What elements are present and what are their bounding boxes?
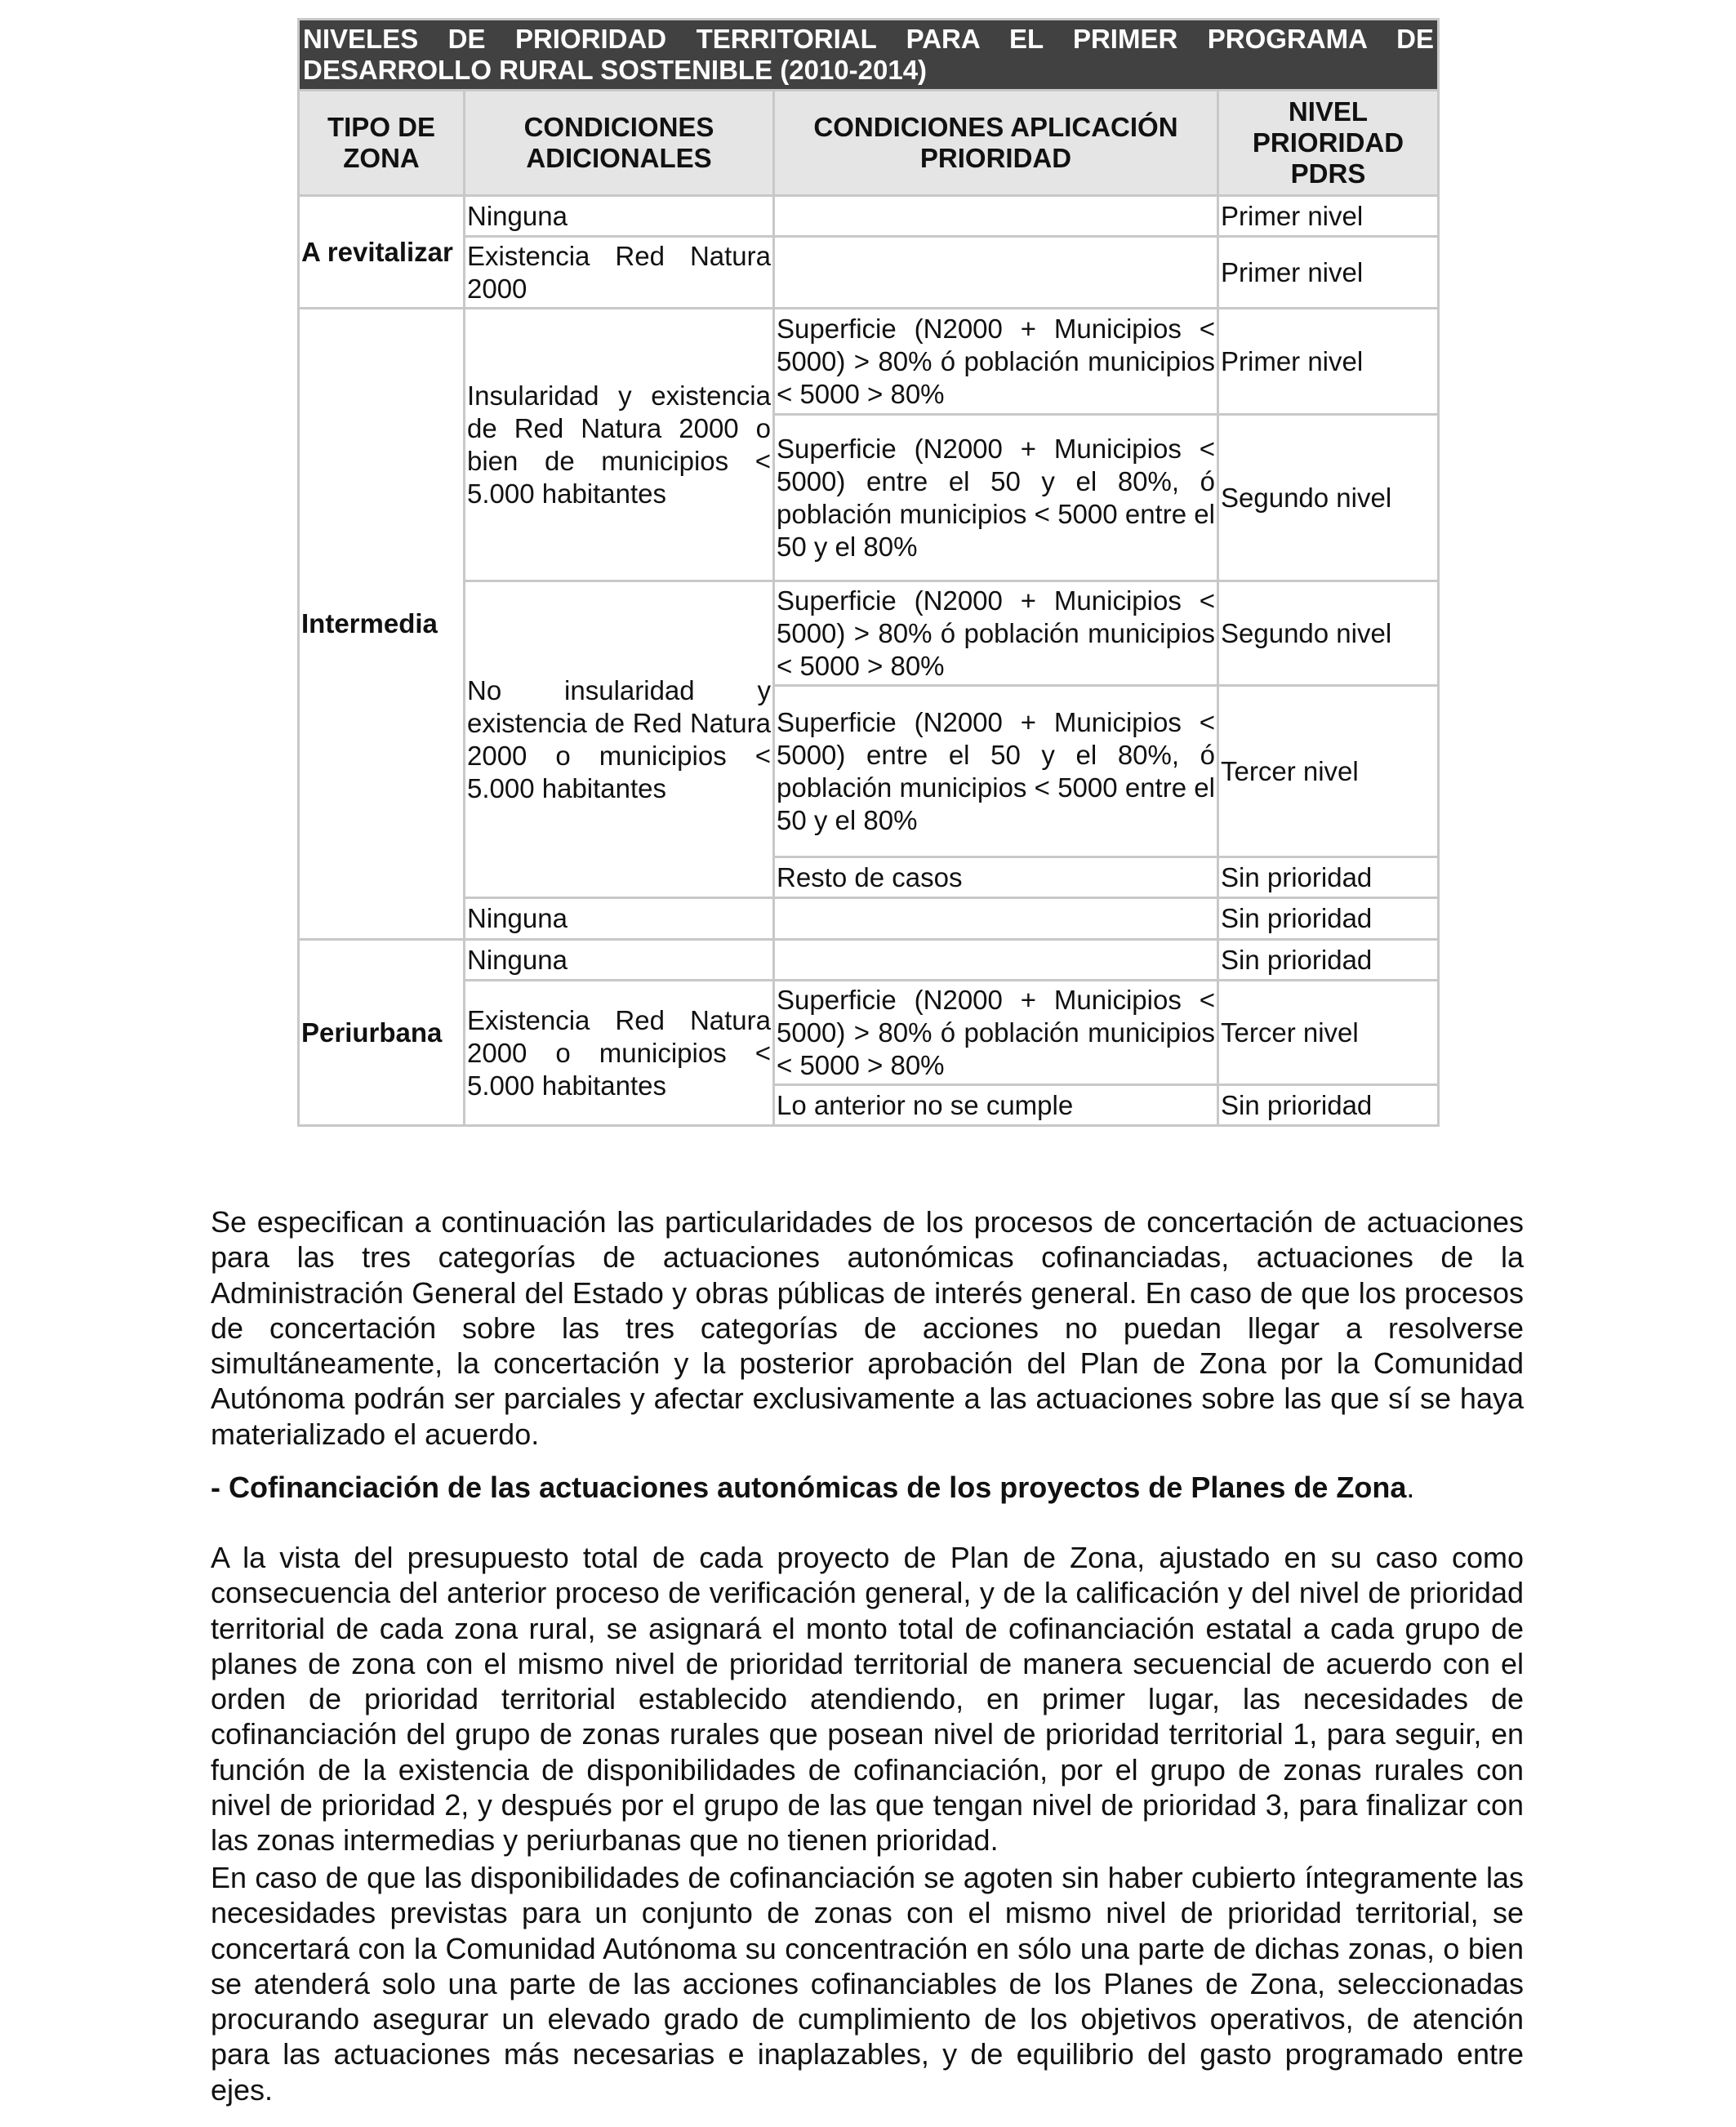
level-cell: Tercer nivel [1218, 981, 1439, 1085]
application-cell: Superficie (N2000 + Municipios < 5000) entre el 50 y el 80%, ó población municipios < 5000 entre el 50 y el 80% [774, 415, 1218, 581]
table-title: NIVELES DE PRIORIDAD TERRITORIAL PARA EL PRIMER PROGRAMA DE DESARROLLO RURAL SOSTENIBLE (2010-2014) [299, 20, 1439, 91]
level-cell: Primer nivel [1218, 237, 1439, 309]
body-paragraph-2 [211, 1540, 1524, 1858]
level-cell: Segundo nivel [1218, 581, 1439, 686]
zone-revitalizar: A revitalizar [299, 196, 465, 309]
condition-cell: Existencia Red Natura 2000 o municipios < 5.000 habitantes [465, 981, 774, 1126]
level-cell: Sin prioridad [1218, 940, 1439, 981]
header-additional-conditions: CONDICIONES ADICIONALES [465, 91, 774, 196]
condition-cell: Ninguna [465, 196, 774, 237]
paragraph-text: Se especifican a continuación las particularidades de los procesos de concertación de actuaciones para las tres categorías de actuaciones autonómicas cofinanciadas, actuaciones de la Administración General del Estado y obras públicas de interés general. En caso de que los procesos de concertación sobre las tres categorías de acciones no puedan llegar a resolverse simultáneamente, la concertación y la posterior aprobación del Plan de Zona por la Comunidad Autónoma podrán ser parciales y afectar exclusivamente a las actuaciones sobre las que sí se haya materializado el acuerdo. [211, 1205, 1524, 1451]
body-paragraph-1 [211, 1204, 1524, 1452]
header-priority-level: NIVEL PRIORIDAD PDRS [1218, 91, 1439, 196]
heading-text: - Cofinanciación de las actuaciones autonómicas de los proyectos de Planes de Zona [211, 1471, 1407, 1504]
paragraph-text: En caso de que las disponibilidades de cofinanciación se agoten sin haber cubierto íntegramente las necesidades previstas para un conjunto de zonas con el mismo nivel de prioridad territorial, se concertará con la Comunidad Autónoma su concentración en sólo una parte de dichas zonas, o bien se atenderá solo una parte de las acciones cofinanciables de los Planes de Zona, seleccionadas procurando asegurar un elevado grado de cumplimiento de los objetivos operativos, de atención para las actuaciones más necesarias e inaplazables, y de equilibrio del gasto programado entre ejes. [211, 1861, 1524, 2107]
application-cell: Resto de casos [774, 857, 1218, 898]
condition-cell: Existencia Red Natura 2000 [465, 237, 774, 309]
application-cell [774, 898, 1218, 940]
body-paragraph-3 [211, 1860, 1524, 2107]
condition-cell: Insularidad y existencia de Red Natura 2000 o bien de municipios < 5.000 habitantes [465, 309, 774, 581]
application-cell: Superficie (N2000 + Municipios < 5000) > 80% ó población municipios < 5000 > 80% [774, 981, 1218, 1085]
level-cell: Primer nivel [1218, 196, 1439, 237]
application-cell: Lo anterior no se cumple [774, 1085, 1218, 1126]
application-cell: Superficie (N2000 + Municipios < 5000) > 80% ó población municipios < 5000 > 80% [774, 581, 1218, 686]
header-zone-type: TIPO DE ZONA [299, 91, 465, 196]
zone-intermedia: Intermedia [299, 309, 465, 940]
zone-periurbana: Periurbana [299, 940, 465, 1126]
condition-cell: Ninguna [465, 898, 774, 940]
condition-cell: Ninguna [465, 940, 774, 981]
heading-period: . [1406, 1471, 1415, 1504]
level-cell: Sin prioridad [1218, 898, 1439, 940]
level-cell: Sin prioridad [1218, 1085, 1439, 1126]
application-cell [774, 940, 1218, 981]
level-cell: Tercer nivel [1218, 686, 1439, 857]
application-cell [774, 196, 1218, 237]
header-application-conditions: CONDICIONES APLICACIÓN PRIORIDAD [774, 91, 1218, 196]
application-cell [774, 237, 1218, 309]
priority-table [297, 18, 1440, 1127]
paragraph-text: A la vista del presupuesto total de cada proyecto de Plan de Zona, ajustado en su caso como consecuencia del anterior proceso de verificación general, y de la calificación y del nivel de prioridad territorial de cada zona rural, se asignará el monto total de cofinanciación estatal a cada grupo de planes de zona con el mismo nivel de prioridad territorial de manera secuencial de acuerdo con el orden de prioridad territorial establecido atendiendo, en primer lugar, las necesidades de cofinanciación del grupo de zonas rurales que posean nivel de prioridad territorial 1, para seguir, en función de la existencia de disponibilidades de cofinanciación, por el grupo de zonas rurales con nivel de prioridad 2, y después por el grupo de las que tengan nivel de prioridad 3, para finalizar con las zonas intermedias y periurbanas que no tienen prioridad. [211, 1541, 1524, 1858]
section-heading [211, 1470, 1524, 1505]
level-cell: Segundo nivel [1218, 415, 1439, 581]
application-cell: Superficie (N2000 + Municipios < 5000) > 80% ó población municipios < 5000 > 80% [774, 309, 1218, 415]
condition-cell: No insularidad y existencia de Red Natura 2000 o municipios < 5.000 habitantes [465, 581, 774, 898]
application-cell: Superficie (N2000 + Municipios < 5000) entre el 50 y el 80%, ó población municipios < 5000 entre el 50 y el 80% [774, 686, 1218, 857]
level-cell: Sin prioridad [1218, 857, 1439, 898]
level-cell: Primer nivel [1218, 309, 1439, 415]
